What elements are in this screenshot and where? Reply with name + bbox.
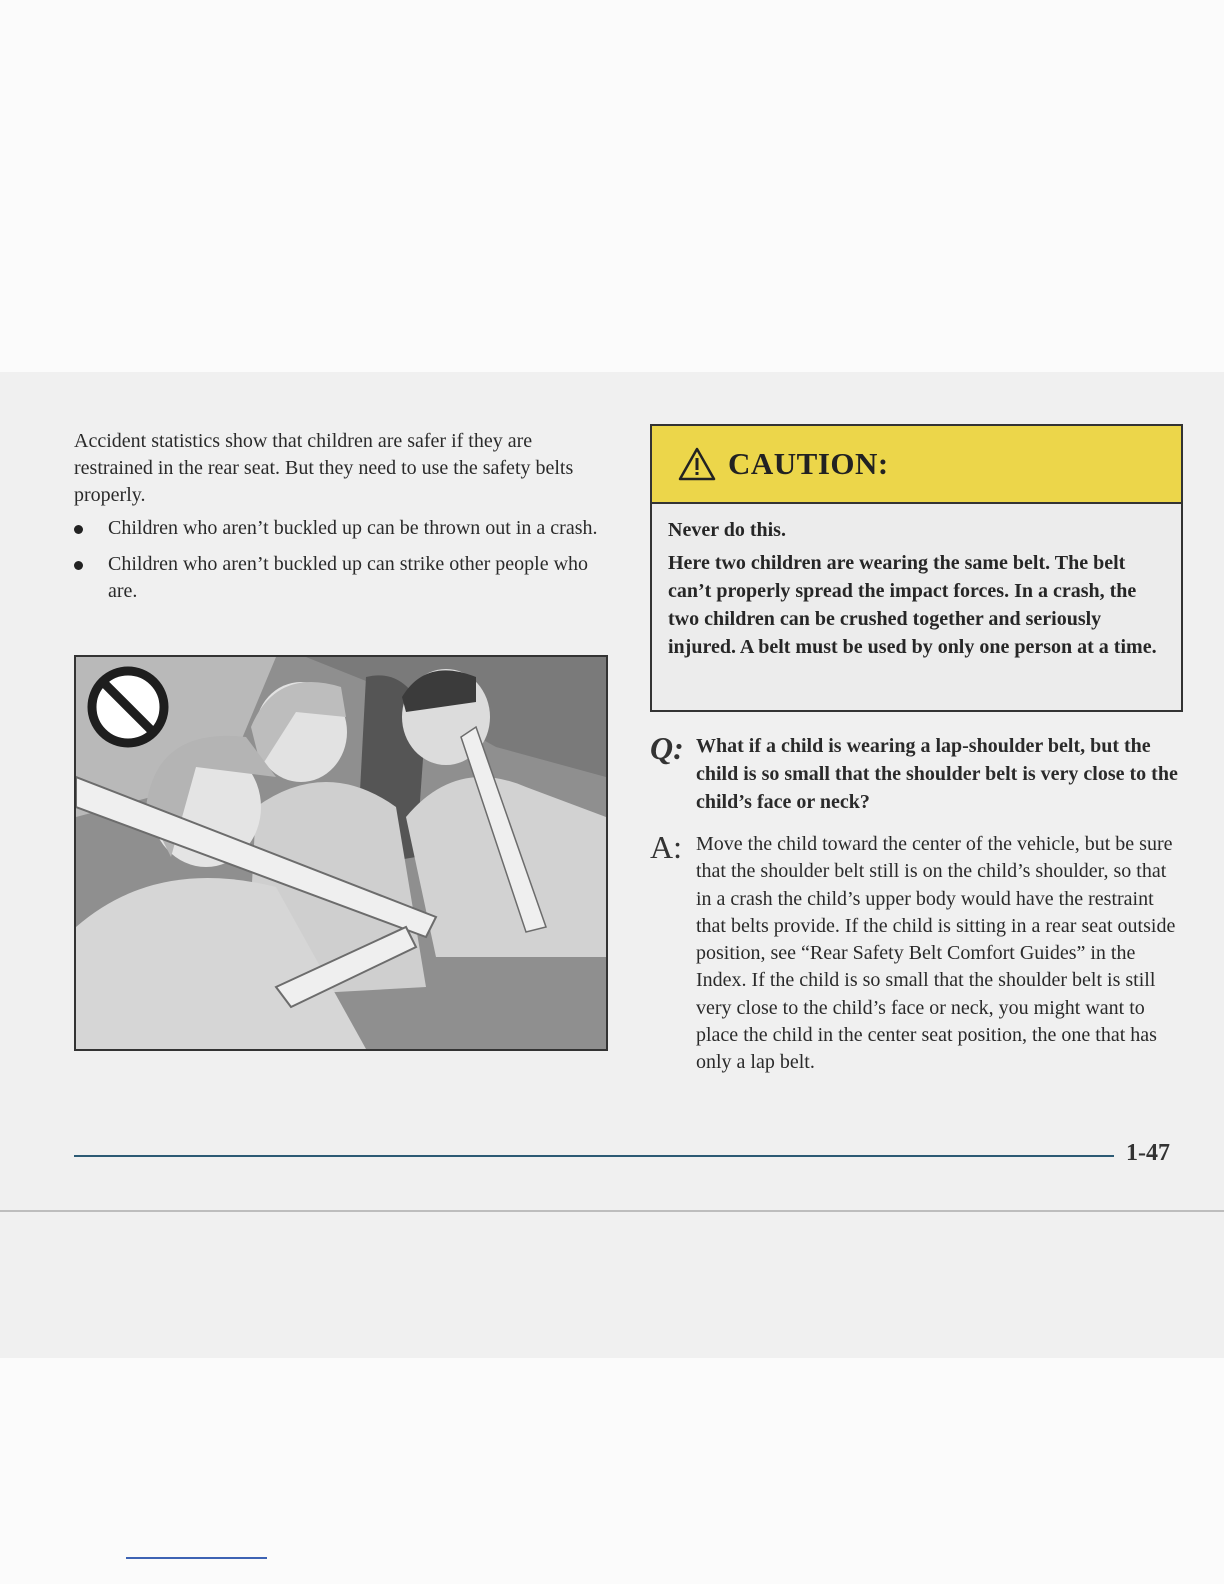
footer-rule xyxy=(74,1155,1114,1157)
answer-marker: A: xyxy=(650,829,682,865)
bullet-list xyxy=(74,515,612,605)
caution-body xyxy=(652,504,1181,661)
caution-lead: Never do this. xyxy=(668,519,786,541)
list-item xyxy=(74,515,612,542)
two-children-one-belt-illustration xyxy=(74,655,608,1051)
page-edge-line xyxy=(0,1210,1224,1212)
bullet-icon xyxy=(74,561,83,570)
prohibited-icon xyxy=(92,671,164,743)
warning-triangle-icon xyxy=(678,447,716,481)
answer-text: Move the child toward the center of the vehicle, but be sure that the shoulder belt still is on the child’s shoulder, so that in a crash the child’s upper body would have the restraint that belts provide. If the child is sitting in a rear seat outside position, see “Rear Safety Belt Comfort Guides” in the Index. If the child is so small that the shoulder belt is still very close to the child’s face or neck, you might want to place the child in the center seat position, the one that has only a lap belt. xyxy=(696,833,1176,1074)
question-block xyxy=(650,732,1185,816)
bullet-icon xyxy=(74,525,83,534)
caution-text: Here two children are wearing the same belt. The belt can’t properly spread the impact forces. In a crash, the two children can be crushed together and seriously injured. A belt must be used by only one person at a time. xyxy=(668,552,1157,658)
caution-header xyxy=(652,426,1181,504)
answer-block xyxy=(650,831,1185,1077)
caution-title: CAUTION: xyxy=(728,446,889,481)
bullet-text: Children who aren’t buckled up can strike other people who are. xyxy=(108,553,589,602)
question-text: What if a child is wearing a lap-shoulder belt, but the child is so small that the shoulder belt is very close to the child’s face or neck? xyxy=(696,735,1178,813)
page-number: 1-47 xyxy=(1126,1140,1170,1166)
list-item xyxy=(74,551,612,605)
bullet-text: Children who aren’t buckled up can be thrown out in a crash. xyxy=(108,517,598,539)
caution-box xyxy=(650,424,1183,712)
left-column xyxy=(74,428,612,614)
intro-paragraph: Accident statistics show that children are safer if they are restrained in the rear seat. But they need to use the safety belts properly. xyxy=(74,430,574,506)
illustration-drawing xyxy=(76,657,606,1049)
question-marker: Q: xyxy=(650,730,684,766)
stray-line-mark xyxy=(126,1557,267,1559)
